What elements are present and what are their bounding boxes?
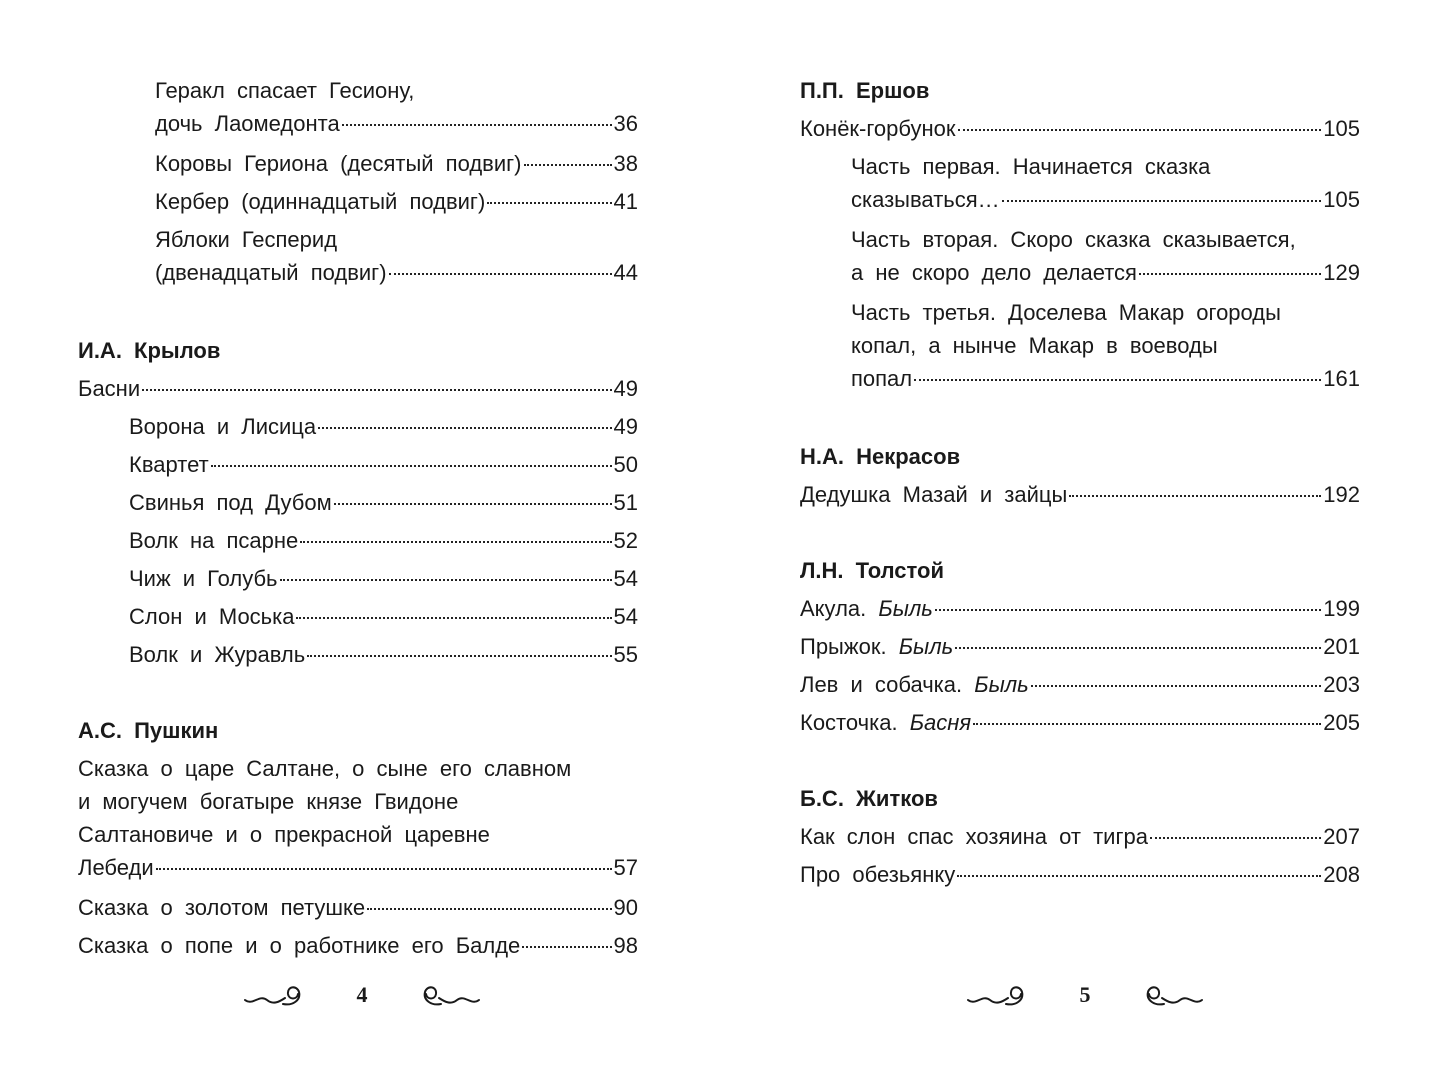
left-page: [0, 0, 722, 1083]
entry-title: (двенадцатый подвиг): [155, 260, 387, 285]
entry-title: Акула.: [800, 596, 867, 621]
toc-entry[interactable]: [78, 750, 638, 884]
entry-title: Чиж и Голубь: [129, 566, 278, 591]
dot-leader: [1139, 273, 1321, 275]
toc-right: [800, 72, 1360, 894]
entry-line: копал, а нынче Макар в воеводы: [851, 333, 1218, 358]
author-heading: И.А. Крылов: [78, 338, 221, 363]
entry-line: Сказка о царе Салтане, о сыне его славном: [78, 756, 572, 781]
toc-entry[interactable]: [78, 522, 638, 560]
dot-leader: [156, 868, 612, 870]
entry-page: 49: [613, 414, 638, 439]
dot-leader: [300, 541, 611, 543]
flourish-left-icon: [966, 980, 1030, 1010]
right-page: [722, 0, 1445, 1083]
entry-line: Салтановиче и о прекрасной царевне: [78, 822, 490, 847]
page-footer: [966, 975, 1204, 1015]
entry-title: Квартет: [129, 452, 209, 477]
toc-entry[interactable]: [78, 636, 638, 674]
author-heading: Б.С. Житков: [800, 786, 938, 811]
toc-entry[interactable]: [78, 72, 638, 140]
dot-leader: [958, 129, 1322, 131]
entry-title: Басни: [78, 376, 141, 401]
entry-line: и могучем богатыре князе Гвидоне: [78, 789, 459, 814]
entry-line: Часть вторая. Скоро сказка сказывается,: [851, 227, 1296, 252]
entry-page: 55: [613, 642, 638, 667]
entry-page: 54: [613, 566, 638, 591]
entry-page: 98: [613, 933, 638, 958]
entry-genre: Быль: [974, 672, 1029, 697]
toc-entry[interactable]: [78, 484, 638, 522]
toc-entry[interactable]: [800, 476, 1360, 514]
toc-entry[interactable]: [800, 110, 1360, 148]
toc-entry[interactable]: [800, 221, 1360, 289]
page-number: 5: [1079, 982, 1091, 1007]
dot-leader: [487, 202, 611, 204]
entry-line: Геракл спасает Гесиону,: [155, 78, 415, 103]
dot-leader: [296, 617, 611, 619]
toc-entry[interactable]: [78, 446, 638, 484]
entry-line: Яблоки Гесперид: [155, 227, 338, 252]
entry-title: попал: [851, 366, 913, 391]
entry-page: 201: [1323, 634, 1360, 659]
dot-leader: [334, 503, 612, 505]
dot-leader: [1031, 685, 1322, 687]
dot-leader: [318, 427, 611, 429]
toc-entry[interactable]: [78, 927, 638, 965]
flourish-right-icon: [1140, 980, 1204, 1010]
entry-line: Часть первая. Начинается сказка: [851, 154, 1211, 179]
entry-page: 203: [1323, 672, 1360, 697]
toc-entry[interactable]: [800, 704, 1360, 742]
dot-leader: [935, 609, 1321, 611]
entry-title: Волк на псарне: [129, 528, 299, 553]
author-heading: П.П. Ершов: [800, 78, 930, 103]
toc-entry[interactable]: [800, 818, 1360, 856]
dot-leader: [973, 723, 1321, 725]
entry-title: Про обезьянку: [800, 862, 956, 887]
page-number: 4: [356, 982, 368, 1007]
entry-page: 105: [1323, 187, 1360, 212]
entry-page: 205: [1323, 710, 1360, 735]
entry-title: Конёк-горбунок: [800, 116, 956, 141]
entry-page: 192: [1323, 482, 1360, 507]
toc-entry[interactable]: [78, 598, 638, 636]
entry-title: Ворона и Лисица: [129, 414, 317, 439]
entry-page: 51: [613, 490, 638, 515]
entry-page: 129: [1323, 260, 1360, 285]
entry-page: 208: [1323, 862, 1360, 887]
entry-page: 49: [613, 376, 638, 401]
entry-page: 36: [613, 111, 638, 136]
entry-title: Дедушка Мазай и зайцы: [800, 482, 1068, 507]
toc-entry[interactable]: [800, 148, 1360, 216]
entry-title: Прыжок.: [800, 634, 887, 659]
entry-title: Сказка о золотом петушке: [78, 895, 366, 920]
flourish-right-icon: [417, 980, 481, 1010]
dot-leader: [342, 124, 612, 126]
toc-entry[interactable]: [78, 370, 638, 408]
toc-left: [78, 72, 638, 965]
entry-genre: Быль: [878, 596, 933, 621]
dot-leader: [1069, 495, 1321, 497]
entry-page: 41: [613, 189, 638, 214]
entry-title: сказываться…: [851, 187, 1000, 212]
entry-page: 199: [1323, 596, 1360, 621]
entry-title: Лев и собачка.: [800, 672, 963, 697]
entry-page: 50: [613, 452, 638, 477]
toc-entry[interactable]: [78, 560, 638, 598]
toc-entry[interactable]: [78, 408, 638, 446]
dot-leader: [280, 579, 612, 581]
toc-entry[interactable]: [78, 221, 638, 289]
entry-line: Часть третья. Доселева Макар огороды: [851, 300, 1281, 325]
entry-title: Косточка.: [800, 710, 898, 735]
dot-leader: [957, 875, 1321, 877]
dot-leader: [142, 389, 611, 391]
entry-title: а не скоро дело делается: [851, 260, 1137, 285]
dot-leader: [522, 946, 611, 948]
toc-entry[interactable]: [78, 145, 638, 183]
dot-leader: [211, 465, 612, 467]
author-heading: Н.А. Некрасов: [800, 444, 961, 469]
toc-entry[interactable]: [800, 628, 1360, 666]
entry-page: 161: [1323, 366, 1360, 391]
entry-page: 207: [1323, 824, 1360, 849]
entry-page: 105: [1323, 116, 1360, 141]
entry-page: 54: [613, 604, 638, 629]
entry-title: Лебеди: [78, 855, 154, 880]
entry-page: 90: [613, 895, 638, 920]
dot-leader: [1150, 837, 1321, 839]
flourish-left-icon: [243, 980, 307, 1010]
dot-leader: [914, 379, 1321, 381]
entry-page: 38: [613, 151, 638, 176]
entry-page: 52: [613, 528, 638, 553]
entry-genre: Басня: [909, 710, 972, 735]
entry-title: Кербер (одиннадцатый подвиг): [155, 189, 486, 214]
entry-title: Коровы Гериона (десятый подвиг): [155, 151, 522, 176]
toc-entry[interactable]: [800, 666, 1360, 704]
entry-title: Волк и Журавль: [129, 642, 306, 667]
entry-title: Слон и Моська: [129, 604, 295, 629]
entry-title: Свинья под Дубом: [129, 490, 332, 515]
toc-entry[interactable]: [78, 183, 638, 221]
dot-leader: [524, 164, 612, 166]
toc-entry[interactable]: [800, 856, 1360, 894]
dot-leader: [367, 908, 611, 910]
toc-entry[interactable]: [800, 590, 1360, 628]
author-heading: Л.Н. Толстой: [800, 558, 944, 583]
toc-entry[interactable]: [800, 294, 1360, 395]
page-footer: [243, 975, 481, 1015]
author-heading: А.С. Пушкин: [78, 718, 219, 743]
dot-leader: [307, 655, 611, 657]
entry-genre: Быль: [898, 634, 954, 659]
entry-page: 44: [613, 260, 638, 285]
toc-entry[interactable]: [78, 889, 638, 927]
dot-leader: [1002, 200, 1322, 202]
entry-title: Сказка о попе и о работнике его Балде: [78, 933, 521, 958]
entry-title: Как слон спас хозяина от тигра: [800, 824, 1148, 849]
dot-leader: [389, 273, 612, 275]
entry-title: дочь Лаомедонта: [155, 111, 340, 136]
dot-leader: [955, 647, 1321, 649]
entry-page: 57: [613, 855, 638, 880]
